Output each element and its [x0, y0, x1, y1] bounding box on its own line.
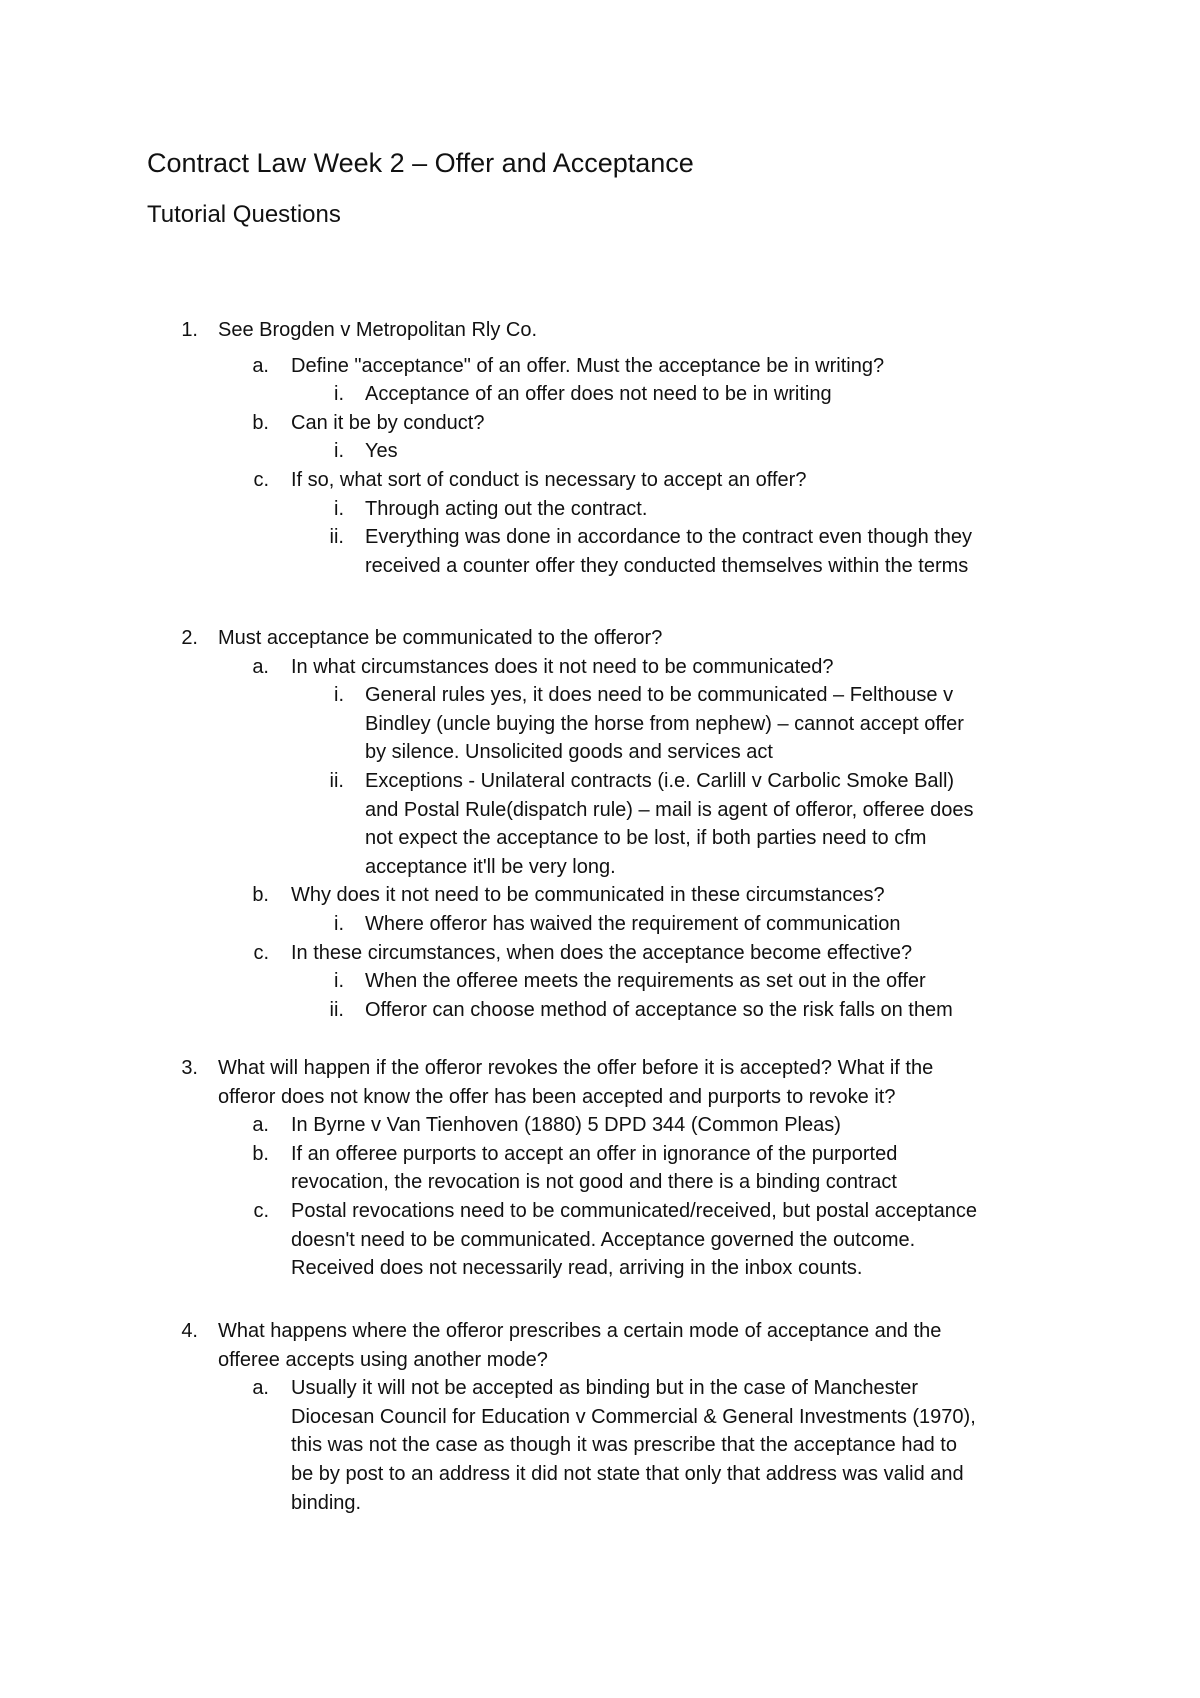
sub-question-marker: a. — [252, 354, 269, 377]
sub-question-marker: c. — [253, 469, 269, 491]
sub-question-text-line: be by post to an address it did not state that only that address was valid and — [291, 1463, 964, 1485]
answer-text-line: Everything was done in accordance to the contract even though they — [365, 526, 973, 549]
answer-marker: ii. — [329, 526, 344, 549]
answer-marker: i. — [334, 913, 344, 935]
answer-text-line: Acceptance of an offer does not need to be in writing — [365, 383, 832, 406]
question-3-text-line: offeror does not know the offer has been accepted and purports to revoke it? — [218, 1085, 896, 1108]
answer-text-line: acceptance it'll be very long. — [365, 855, 616, 878]
question-4-text-line: What happens where the offeror prescribes a certain mode of acceptance and the — [218, 1320, 942, 1342]
answer-marker: i. — [334, 497, 344, 520]
sub-question-marker: a. — [252, 1377, 269, 1400]
sub-question-text-line: Why does it not need to be communicated in these circumstances? — [291, 884, 885, 907]
sub-question-text-line: this was not the case as though it was prescribe that the acceptance had to — [291, 1434, 957, 1457]
document-title: Contract Law Week 2 – Offer and Acceptance — [147, 148, 694, 178]
answer-marker: i. — [334, 440, 344, 463]
question-2-marker: 2. — [181, 627, 198, 649]
answer-text-line: not expect the acceptance to be lost, if both parties need to cfm — [365, 827, 927, 850]
answer-marker: i. — [334, 684, 344, 707]
sub-question-marker: c. — [253, 1200, 269, 1222]
answer-marker: ii. — [329, 998, 344, 1021]
sub-question-text-line: If so, what sort of conduct is necessary to accept an offer? — [291, 469, 807, 491]
sub-question-text-line: If an offeree purports to accept an offer in ignorance of the purported — [291, 1142, 898, 1165]
question-4-text-line: offeree accepts using another mode? — [218, 1348, 548, 1371]
sub-question-text-line: In Byrne v Van Tienhoven (1880) 5 DPD 344 (Common Pleas) — [291, 1114, 841, 1137]
sub-question-text-line: Usually it will not be accepted as binding but in the case of Manchester — [291, 1377, 919, 1400]
answer-text-line: Exceptions - Unilateral contracts (i.e. Carlill v Carbolic Smoke Ball) — [365, 770, 955, 792]
sub-question-marker: b. — [252, 884, 269, 907]
sub-question-marker: a. — [252, 1114, 269, 1137]
question-1-text-line: See Brogden v Metropolitan Rly Co. — [218, 319, 538, 341]
question-2-text-line: Must acceptance be communicated to the offeror? — [218, 627, 663, 649]
sub-question-text-line: doesn't need to be communicated. Acceptance governed the outcome. — [291, 1228, 916, 1251]
answer-marker: i. — [334, 970, 344, 993]
answer-text-line: Bindley (uncle buying the horse from nephew) – cannot accept offer — [365, 712, 964, 735]
answer-text-line: received a counter offer they conducted themselves within the terms — [365, 554, 969, 577]
answer-marker: ii. — [329, 770, 344, 792]
sub-question-text-line: Define "acceptance" of an offer. Must the acceptance be in writing? — [291, 354, 885, 377]
answer-text-line: When the offeree meets the requirements as set out in the offer — [365, 970, 926, 993]
sub-question-marker: c. — [253, 941, 269, 964]
answer-text-line: and Postal Rule(dispatch rule) – mail is agent of offeror, offeree does — [365, 798, 974, 821]
sub-question-marker: a. — [252, 655, 269, 678]
sub-question-marker: b. — [252, 1142, 269, 1165]
document-subtitle: Tutorial Questions — [147, 201, 341, 228]
sub-question-text-line: In these circumstances, when does the acceptance become effective? — [291, 941, 913, 964]
sub-question-text-line: binding. — [291, 1491, 362, 1514]
sub-question-text-line: Received does not necessarily read, arriving in the inbox counts. — [291, 1257, 863, 1280]
question-1-marker: 1. — [181, 319, 198, 341]
answer-text-line: Through acting out the contract. — [365, 497, 648, 520]
question-3-text-line: What will happen if the offeror revokes the offer before it is accepted? What if the — [218, 1057, 934, 1079]
answer-text-line: General rules yes, it does need to be communicated – Felthouse v — [365, 684, 954, 707]
answer-marker: i. — [334, 383, 344, 406]
sub-question-text-line: Postal revocations need to be communicated/received, but postal acceptance — [291, 1200, 977, 1222]
answer-text-line: Yes — [365, 440, 398, 463]
question-3-marker: 3. — [181, 1057, 198, 1079]
answer-text-line: by silence. Unsolicited goods and services act — [365, 741, 773, 764]
question-4-marker: 4. — [181, 1320, 198, 1342]
sub-question-text-line: Diocesan Council for Education v Commercial & General Investments (1970), — [291, 1405, 976, 1428]
sub-question-text-line: Can it be by conduct? — [291, 411, 485, 434]
sub-question-marker: b. — [252, 411, 269, 434]
sub-question-text-line: In what circumstances does it not need to be communicated? — [291, 655, 834, 678]
sub-question-text-line: revocation, the revocation is not good and there is a binding contract — [291, 1171, 897, 1194]
answer-text-line: Offeror can choose method of acceptance so the risk falls on them — [365, 998, 953, 1021]
answer-text-line: Where offeror has waived the requirement of communication — [365, 913, 901, 935]
